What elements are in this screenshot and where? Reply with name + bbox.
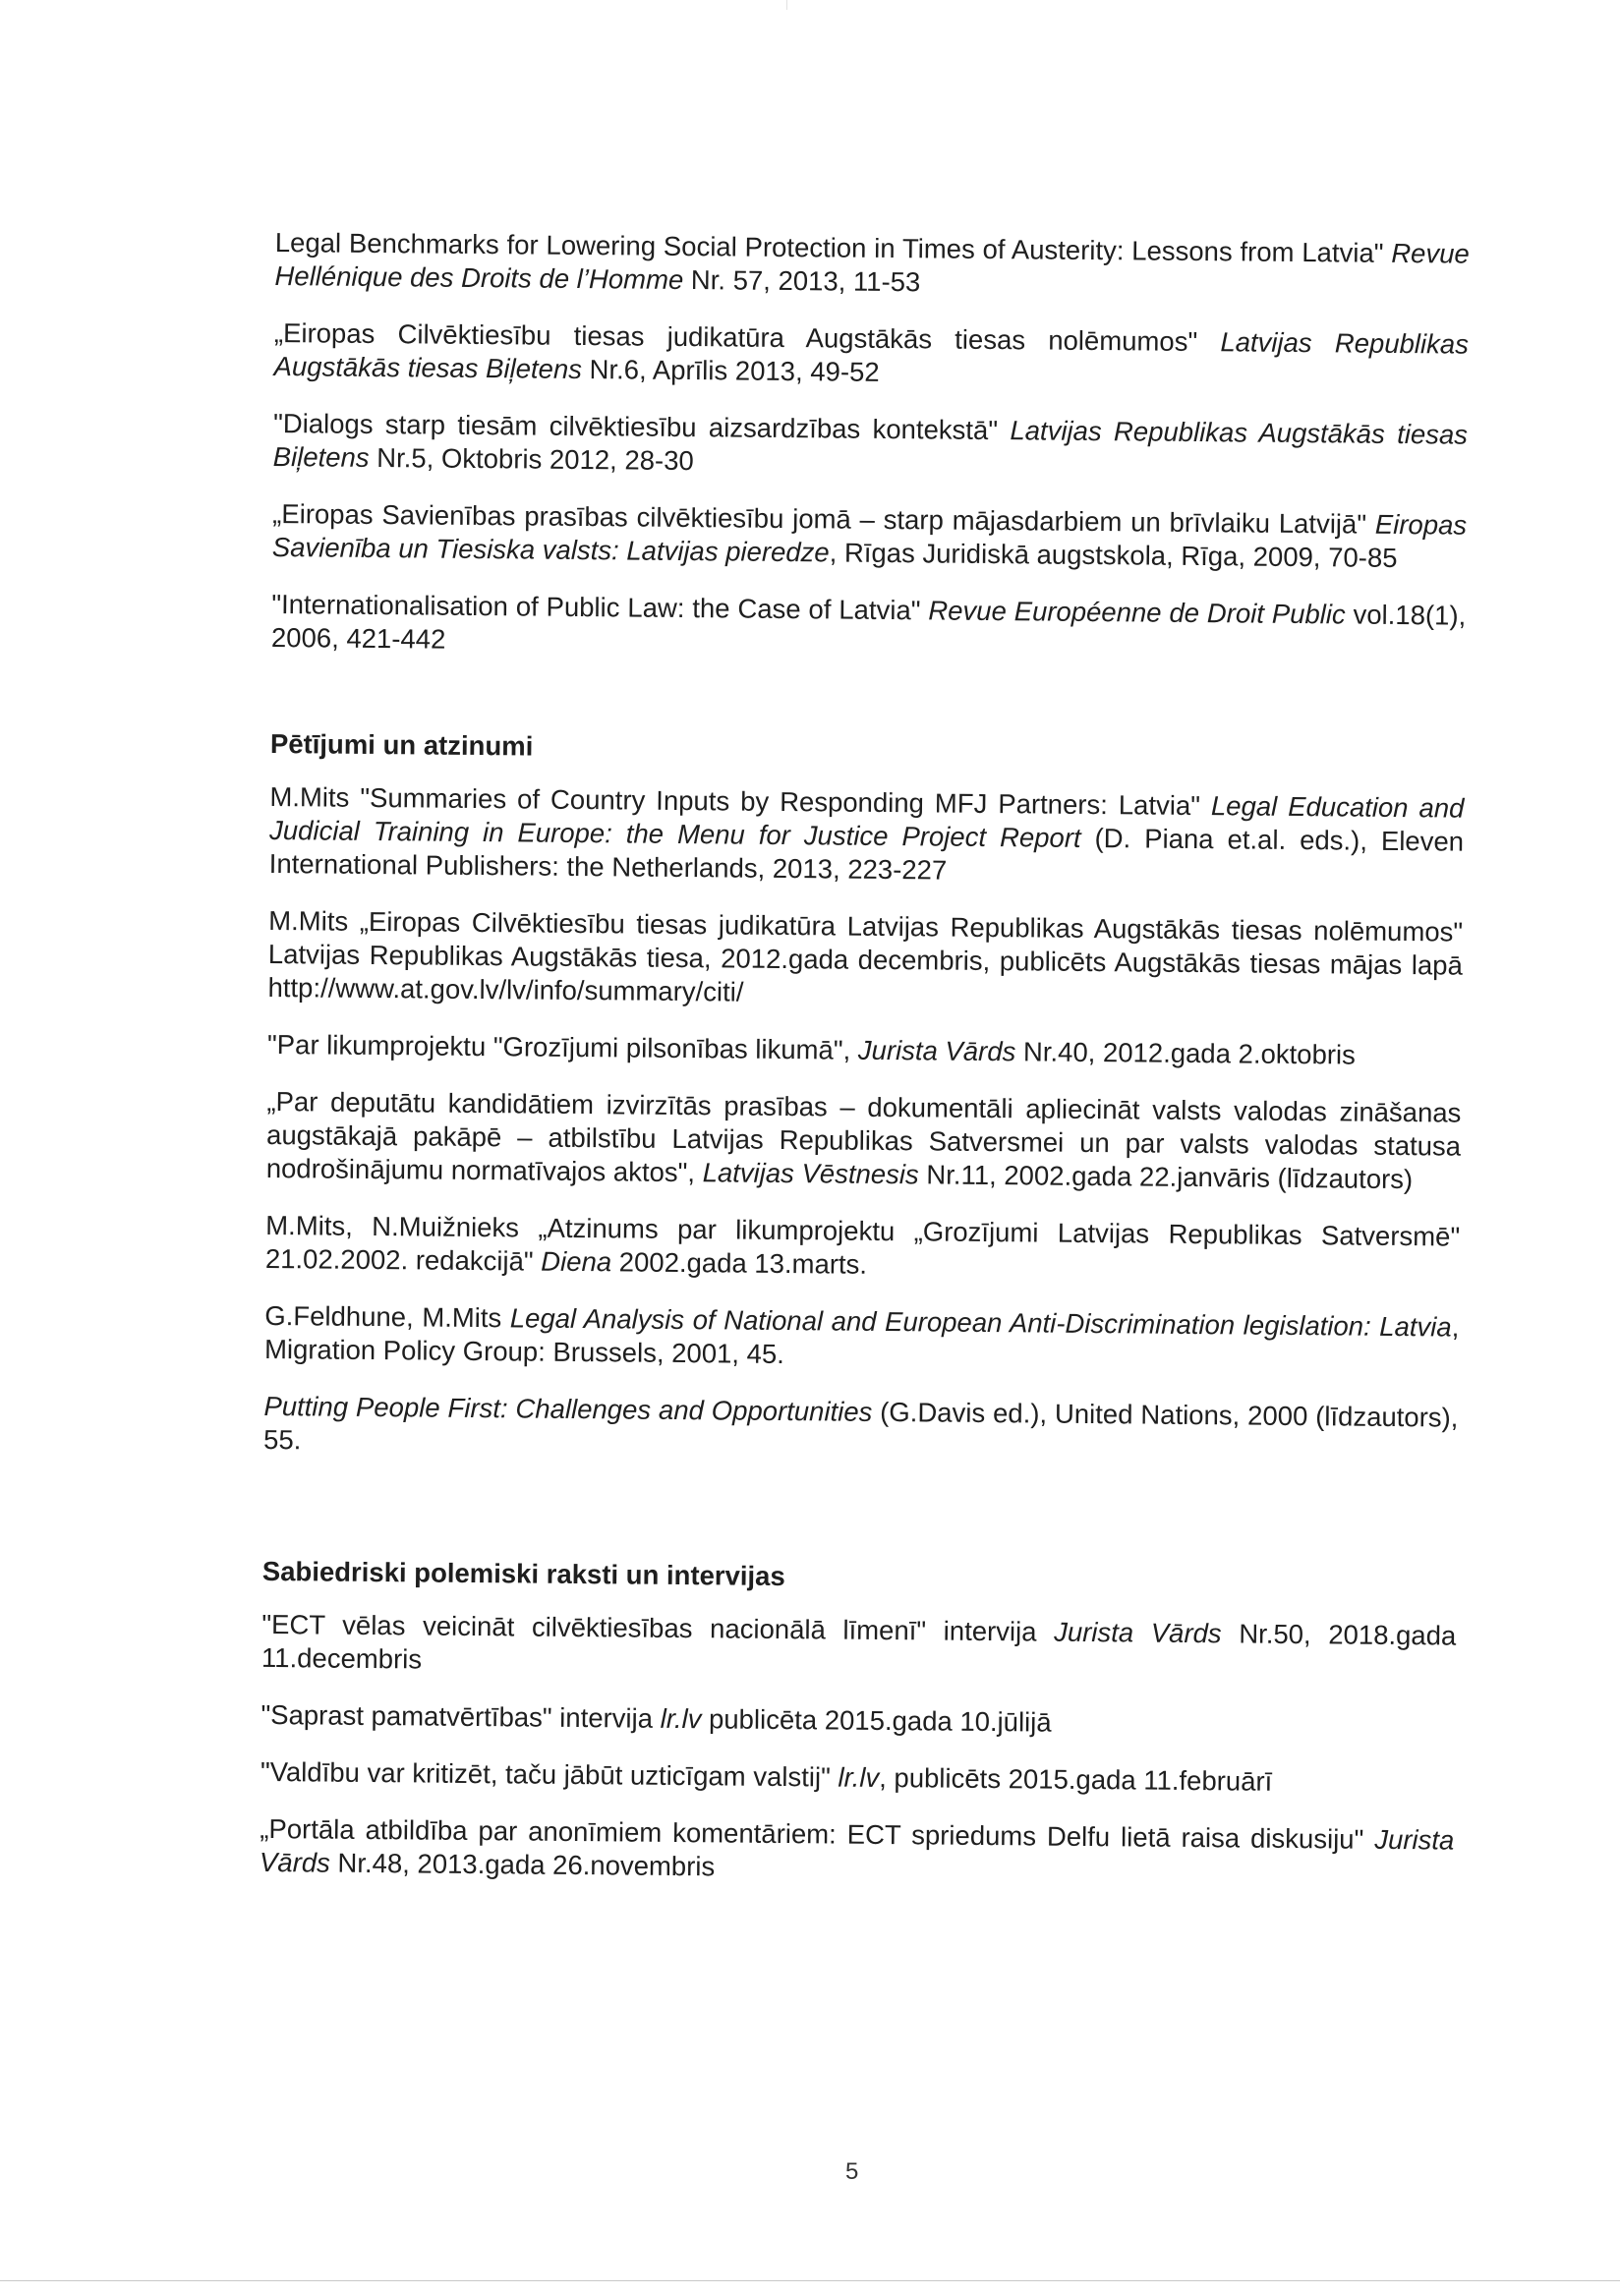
scan-mark [786, 0, 787, 10]
polemic-entry: „Portāla atbildība par anonīmiem komentāriem: ECT spriedums Delfu lietā raisa diskusiju" Jurista Vārds Nr.48, 2013.gada 26.novembris [259, 1812, 1455, 1882]
page-number: 5 [845, 2158, 859, 2185]
polemic-entry: "Saprast pamatvērtības" intervija lr.lv publicēta 2015.gada 10.jūlijā [260, 1698, 1052, 1738]
section-heading-research: Pētījumi un atzinumi [269, 727, 534, 762]
research-entry: Putting People First: Challenges and Opportunities (G.Davis ed.), United Nations, 2000 (līdzautors), 55. [263, 1390, 1459, 1456]
section-heading-polemic: Sabiedriski polemiski raksti un intervijas [261, 1555, 785, 1592]
research-entry: „Par deputātu kandidātiem izvirzītās prasības – dokumentāli apliecināt valsts valodas zināšanas augstākajā pakāpē – atbilstību Latvijas Republikas Satversmei un par valsts valodas statusa nodrošinājumu normatīvajos aktos", Latvijas Vēstnesis Nr.11, 2002.gada 22.janvāris (līdzautors) [265, 1085, 1462, 1195]
research-entry: M.Mits „Eiropas Cilvēktiesību tiesas judikatūra Latvijas Republikas Augstākās tiesas nolēmumos" Latvijas Republikas Augstākās tiesa, 2012.gada decembris, publicēts Augstākās tiesas mājas lapā http://www.at.gov.lv/lv/info/summary/citi/ [267, 904, 1464, 1007]
publication-entry: "Internationalisation of Public Law: the Case of Latvia" Revue Européenne de Droit Public vol.18(1), 2006, 421-442 [270, 588, 1467, 655]
research-entry: G.Feldhune, M.Mits Legal Analysis of National and European Anti-Discrimination legislation: Latvia, Migration Policy Group: Brussels, 2001, 45. [263, 1299, 1460, 1370]
publication-entry: „Eiropas Savienības prasības cilvēktiesību jomā – starp mājasdarbiem un brīvlaiku Latvijā" Eiropas Savienība un Tiesiska valsts: Latvijas pieredze, Rīgas Juridiskā augstskola, Rīga, 2009, 70-85 [271, 497, 1468, 573]
research-entry: M.Mits, N.Muižnieks „Atzinums par likumprojektu „Grozījumi Latvijas Republikas Satversmē" 21.02.2002. redakcijā" Diena 2002.gada 13.marts. [264, 1209, 1461, 1280]
polemic-entry: "Valdību var kritizēt, taču jābūt uzticīgam valstij" lr.lv, publicēts 2015.gada 11.februārī [260, 1755, 1273, 1797]
research-entry: M.Mits "Summaries of Country Inputs by Responding MFJ Partners: Latvia" Legal Education and Judicial Training in Europe: the Menu for Justice Project Report (D. Piana et.al. eds.), Eleven International Publishers: the Netherlands, 2013, 223-227 [268, 780, 1465, 886]
publication-entry: "Dialogs starp tiesām cilvēktiesību aizsardzības kontekstā" Latvijas Republikas Augstākās tiesas Biļetens Nr.5, Oktobris 2012, 28-30 [272, 407, 1469, 477]
page-bottom-rule [0, 2280, 1620, 2281]
publication-entry: Legal Benchmarks for Lowering Social Protection in Times of Austerity: Lessons from Latvia" Revue Hellénique des Droits de l’Homme Nr. 57, 2013, 11-53 [274, 226, 1470, 298]
page-content [260, 226, 1470, 1915]
polemic-entry: "ECT vēlas veicināt cilvēktiesības nacionālā līmenī" intervija Jurista Vārds Nr.50, 2018.gada 11.decembris [260, 1608, 1457, 1675]
research-entry: "Par likumprojektu "Grozījumi pilsonības likumā", Jurista Vārds Nr.40, 2012.gada 2.oktobris [266, 1028, 1356, 1070]
publication-entry: „Eiropas Cilvēktiesību tiesas judikatūra Augstākās tiesas nolēmumos" Latvijas Republikas Augstākās tiesas Biļetens Nr.6, Aprīlis 2013, 49-52 [273, 316, 1470, 387]
